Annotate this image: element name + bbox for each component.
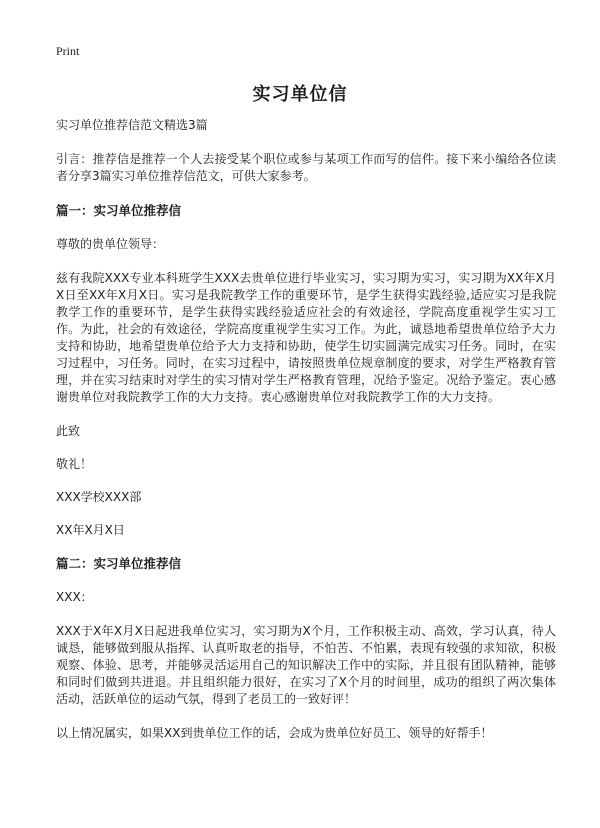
- print-label: Print: [56, 44, 80, 58]
- letter1-closing-1: 此致: [56, 424, 81, 438]
- document-subtitle: 实习单位推荐信范文精选3篇: [56, 118, 208, 132]
- letter1-heading: 篇一：实习单位推荐信: [56, 203, 182, 218]
- letter2-heading: 篇二：实习单位推荐信: [56, 556, 182, 571]
- letter1-date: XX年X月X日: [56, 523, 125, 537]
- letter1-signature: XXX学校XXX部: [56, 490, 142, 504]
- document-body: [56, 117, 556, 759]
- letter2-body: XXX于X年X月X日起进我单位实习，实习期为X个月，工作积极主动、高效，学习认真，待人诚恳，能够做到服从指挥、认真听取老的指导，不怕苦、不怕累，表现有较强的求知欲，积极观察、体验、思考，并能够灵活运用自己的知识解决工作中的实际，并且很有团队精神，能够和同时们做到共进退。并且组织能力很好，在实习了X个月的时间里，成功的组织了两次集体活动，活跃单位的运动气氛，得到了老员工的一致好评！: [56, 624, 556, 706]
- letter1-closing-2: 敬礼！: [56, 457, 93, 471]
- letter1-body: 兹有我院XXX专业本科班学生XXX去贵单位进行毕业实习，实习期为实习，实习期为XX年X月X日至XX年X月X日。实习是我院教学工作的重要环节，是学生获得实践经验,适应实习是我院教学工作的重要环节，是学生获得实践经验适应社会的有效途径，学院高度重视学生实习工作。为此，社会的有效途径，学院高度重视学生实习工作。为此，诚恳地希望贵单位给予大力支持和协助，地希望贵单位给予大力支持和协助，使学生切实圆满完成实习任务。同时，在实习过程中，习任务。同时，在实习过程中，请按照贵单位规章制度的要求，对学生严格教育管理，并在实习结束时对学生的实习情对学生严格教育管理，况给予鉴定。况给予鉴定。衷心感谢贵单位对我院教学工作的大力支持。衷心感谢贵单位对我院教学工作的大力支持。: [56, 271, 556, 404]
- letter1-greeting: 尊敬的贵单位领导：: [56, 237, 165, 251]
- document-title: 实习单位信: [252, 84, 348, 105]
- letter2-greeting: XXX：: [56, 590, 93, 604]
- letter2-final: 以上情况属实，如果XX到贵单位工作的话，会成为贵单位好员工、领导的好帮手！: [56, 726, 493, 740]
- intro-paragraph: 引言：推荐信是推荐一个人去接受某个职位或参与某项工作而写的信件。接下来小编给各位读者分享3篇实习单位推荐信范文，可供大家参考。: [56, 152, 556, 183]
